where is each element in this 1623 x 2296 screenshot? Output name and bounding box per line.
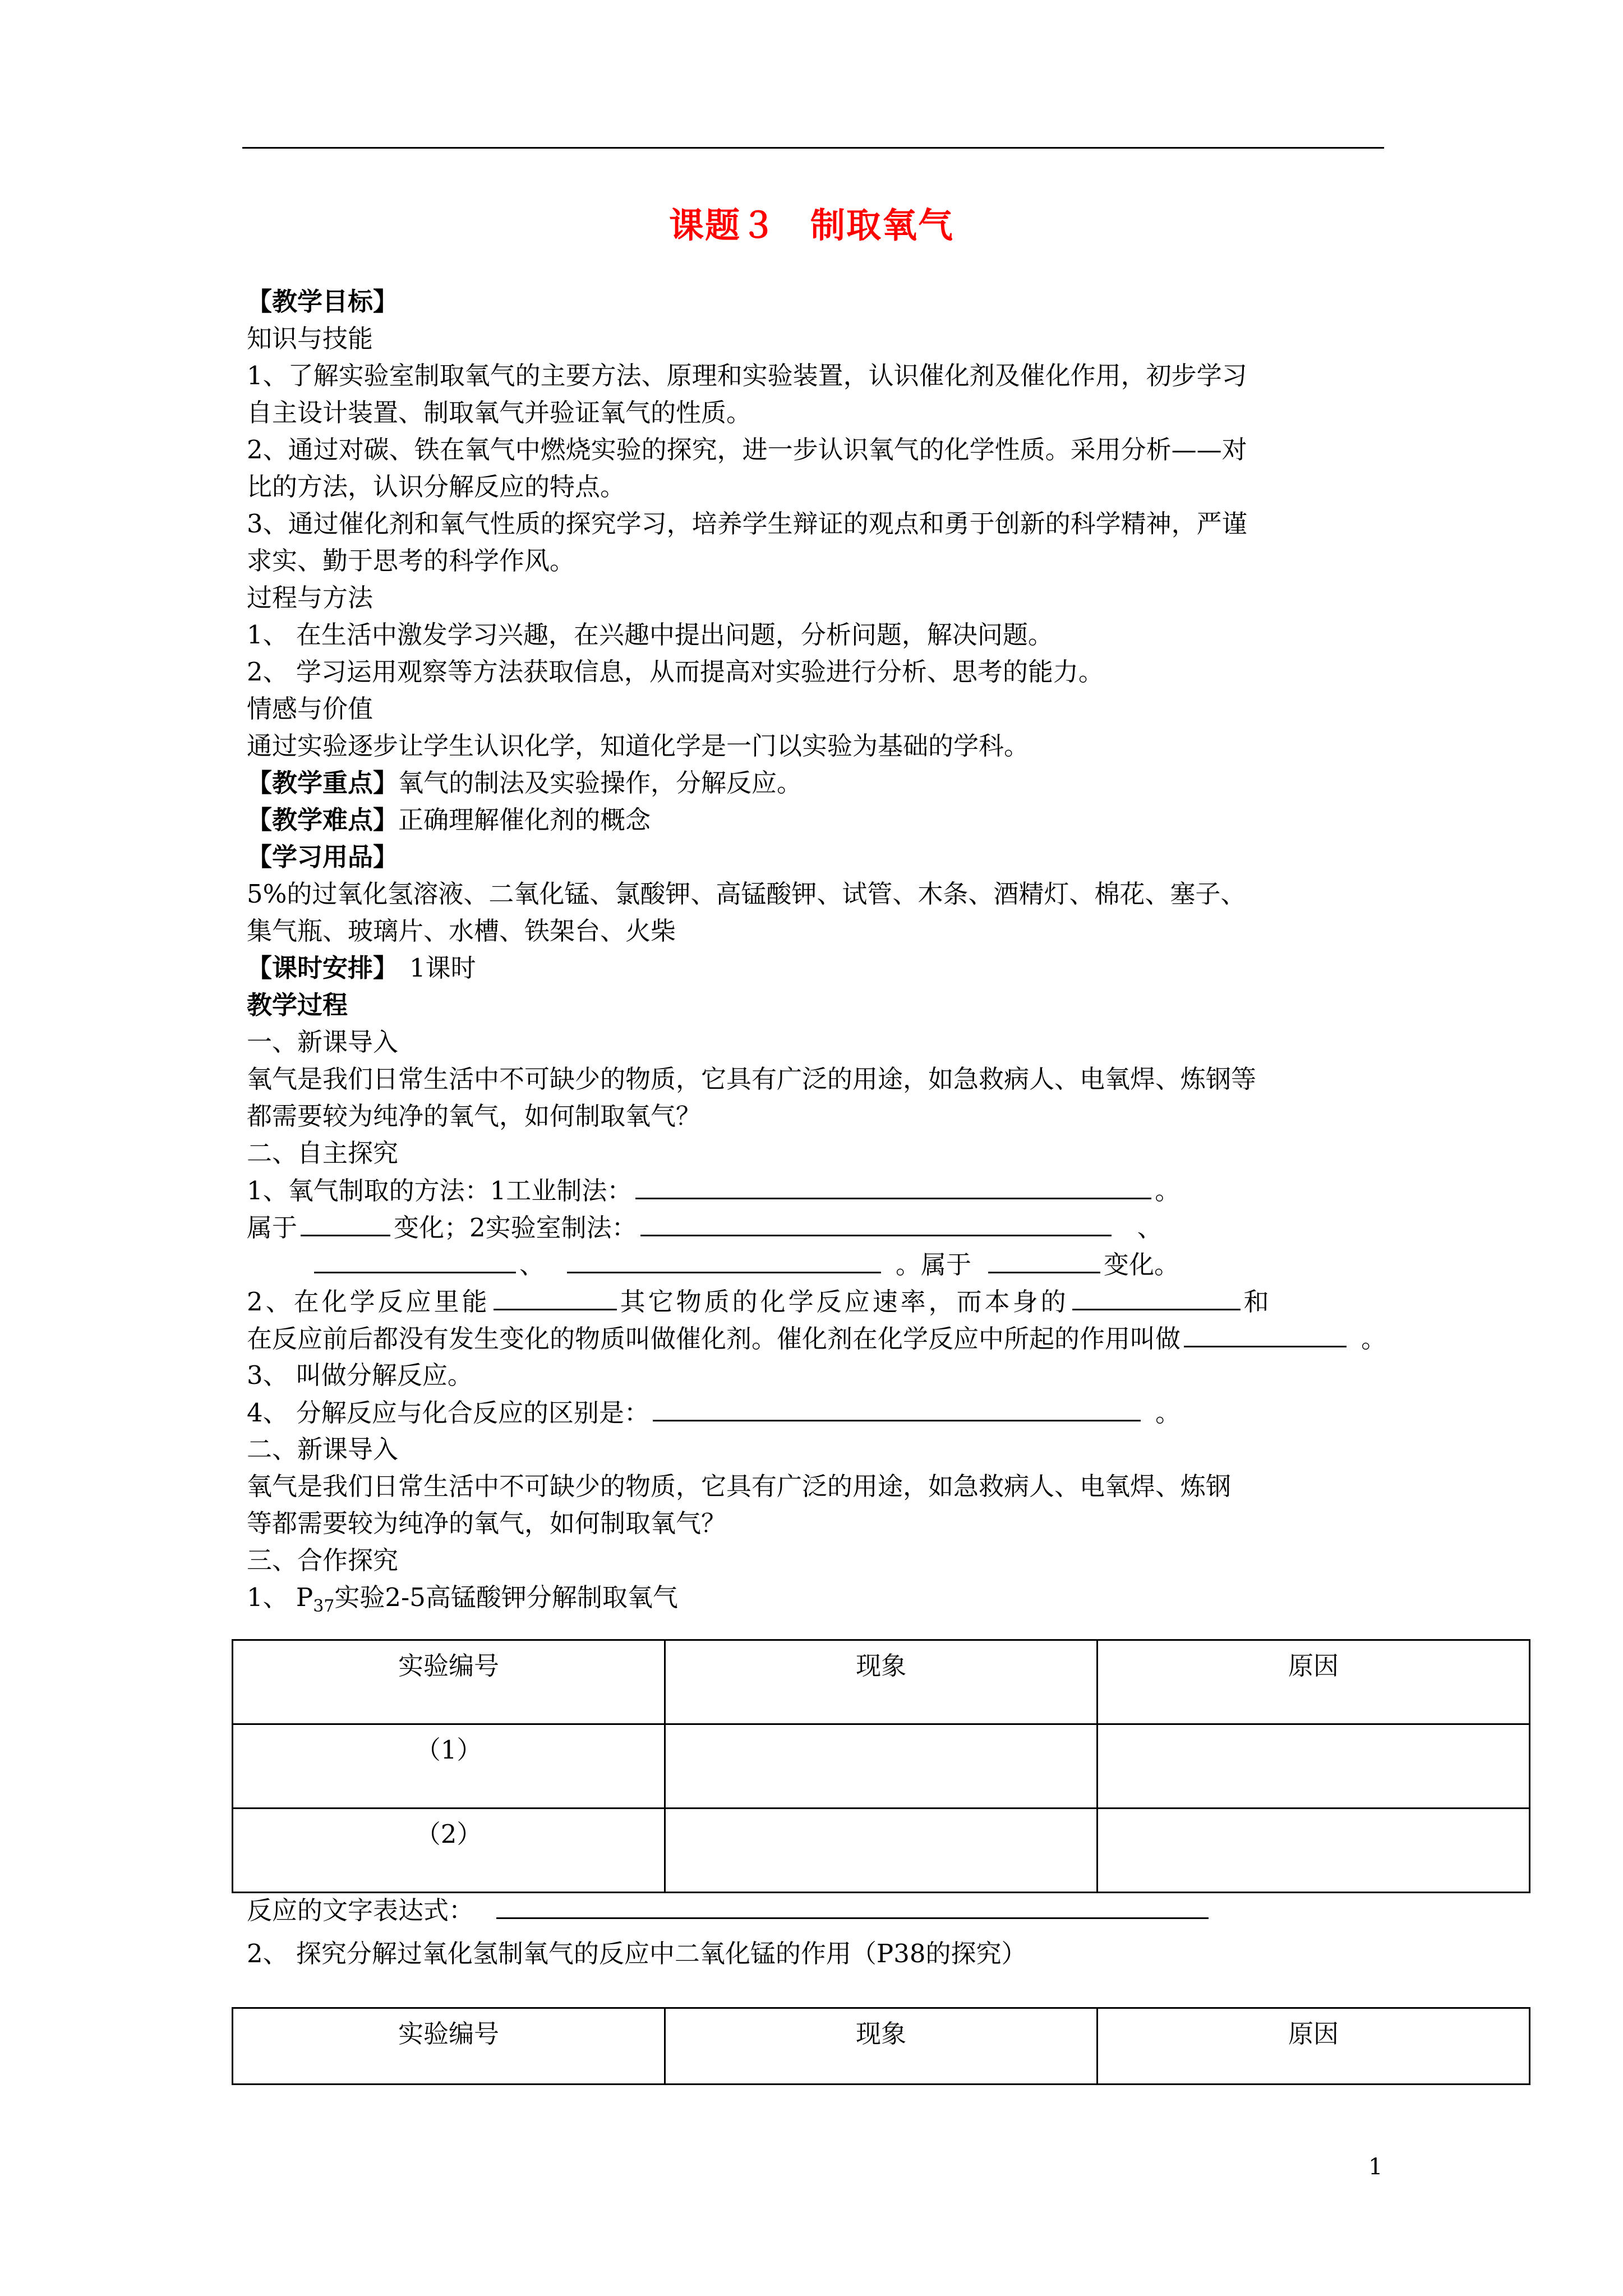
question-1-text: 变化；2实验室制法： (394, 1213, 637, 1243)
section-2b-heading: 二、新课导入 (247, 1434, 399, 1464)
question-1-text: 1、氧气制取的方法：1工业制法： (247, 1176, 633, 1205)
equation-label: 反应的文字表达式： (247, 1895, 474, 1925)
section-1-line-1: 氧气是我们日常生活中不可缺少的物质，它具有广泛的用途，如急救病人、电氧焊、炼钢等 (247, 1064, 1257, 1094)
question-3: 3、 叫做分解反应。 (247, 1360, 473, 1390)
comma: 、 (1137, 1213, 1163, 1243)
schedule-text: 1课时 (409, 953, 476, 983)
process-method-heading: 过程与方法 (247, 583, 374, 613)
answer-blank[interactable] (635, 1172, 1151, 1199)
materials-line-2: 集气瓶、玻璃片、水槽、铁架台、火柴 (247, 916, 676, 946)
schedule-label: 【课时安排】 (247, 953, 399, 983)
difficulty-label: 【教学难点】 (247, 805, 399, 835)
emotion-value-text: 通过实验逐步让学生认识化学，知道化学是一门以实验为基础的学科。 (247, 731, 1030, 761)
objective-2-line-2: 比的方法，认识分解反应的特点。 (247, 472, 626, 501)
equation-line (247, 1892, 1212, 1929)
process-item-1: 1、 在生活中激发学习兴趣，在兴趣中提出问题，分析问题，解决问题。 (247, 620, 1053, 650)
table-cell[interactable] (665, 1809, 1098, 1893)
question-2-text: 在反应前后都没有发生变化的物质叫做催化剂。催化剂在化学反应中所起的作用叫做 (247, 1324, 1181, 1354)
table-header-row (233, 1640, 1530, 1724)
section-1-line-2: 都需要较为纯净的氧气，如何制取氧气？ (247, 1101, 702, 1131)
table-header-cell: 原因 (1098, 1640, 1530, 1724)
question-2-line-2 (247, 1320, 1391, 1357)
question-2-text: 2、在化学反应里能 (247, 1287, 490, 1317)
process-heading: 教学过程 (247, 990, 348, 1020)
question-4 (247, 1394, 1391, 1431)
objective-1-line-2: 自主设计装置、制取氧气并验证氧气的性质。 (247, 398, 752, 427)
question-1-text: 属于 (247, 1213, 298, 1243)
experiment-1-table (232, 1639, 1530, 1893)
key-point-label: 【教学重点】 (247, 768, 399, 798)
question-2-line-1 (247, 1283, 1391, 1320)
answer-blank[interactable] (494, 1283, 617, 1310)
question-4-text: 4、 分解反应与化合反应的区别是： (247, 1398, 649, 1428)
section-2b-line-2: 等都需要较为纯净的氧气，如何制取氧气？ (247, 1508, 727, 1538)
document-body (247, 283, 1391, 1616)
question-2-text: 和 (1243, 1287, 1272, 1317)
table-row (233, 1809, 1530, 1893)
knowledge-skills-heading: 知识与技能 (247, 324, 374, 353)
table-header-row (233, 2008, 1530, 2085)
table-header-cell: 实验编号 (233, 2008, 665, 2085)
table-header-cell: 现象 (665, 1640, 1098, 1724)
objective-3-line-2: 求实、勤于思考的科学作风。 (247, 546, 575, 576)
section-3-heading: 三、合作探究 (247, 1545, 399, 1575)
question-1-line-3 (247, 1246, 1391, 1283)
table-cell: （2） (233, 1809, 665, 1893)
answer-blank[interactable] (567, 1246, 881, 1273)
table-header-cell: 原因 (1098, 2008, 1530, 2085)
section-2-heading: 二、自主探究 (247, 1138, 399, 1168)
experiment-2-title: 2、 探究分解过氧化氢制氧气的反应中二氧化锰的作用（P38的探究） (247, 1939, 1027, 1968)
table-cell[interactable] (1098, 1724, 1530, 1809)
comma: 、 (519, 1250, 545, 1280)
table-header-cell: 现象 (665, 2008, 1098, 2085)
experiment-2-table (232, 2007, 1530, 2085)
section-2b-line-1: 氧气是我们日常生活中不可缺少的物质，它具有广泛的用途，如急救病人、电氧焊、炼钢 (247, 1471, 1232, 1501)
page-number: 1 (1368, 2154, 1383, 2180)
schedule (247, 950, 1391, 987)
table-cell[interactable] (665, 1724, 1098, 1809)
experiment-1-prefix: 1、 P (247, 1582, 313, 1612)
key-point-text: 氧气的制法及实验操作，分解反应。 (398, 768, 803, 798)
section-1-heading: 一、新课导入 (247, 1027, 399, 1057)
table-row (233, 1724, 1530, 1809)
question-2-text: 其它物质的化学反应速率，而本身的 (620, 1287, 1069, 1317)
page-subscript: 37 (313, 1596, 335, 1616)
question-1-text: 。属于 (896, 1250, 972, 1280)
table-cell[interactable] (1098, 1809, 1530, 1893)
answer-blank[interactable] (1184, 1320, 1347, 1347)
equation-blank[interactable] (496, 1892, 1209, 1919)
answer-blank[interactable] (1072, 1283, 1241, 1310)
question-1-text: 变化。 (1104, 1250, 1180, 1280)
period: 。 (1155, 1398, 1181, 1428)
period: 。 (1155, 1176, 1181, 1205)
objective-3-line-1: 3、通过催化剂和氧气性质的探究学习，培养学生辩证的观点和勇于创新的科学精神，严谨 (247, 509, 1247, 539)
title-part-2: 制取氧气 (810, 205, 955, 246)
header-rule (242, 147, 1384, 149)
difficulty (247, 802, 1391, 839)
answer-blank[interactable] (988, 1246, 1100, 1273)
difficulty-text: 正确理解催化剂的概念 (398, 805, 651, 835)
key-point (247, 765, 1391, 802)
answer-blank[interactable] (640, 1209, 1112, 1236)
objectives-heading: 【教学目标】 (247, 287, 399, 316)
objective-1-line-1: 1、了解实验室制取氧气的主要方法、原理和实验装置，认识催化剂及催化作用，初步学习 (247, 361, 1247, 390)
period: 。 (1361, 1324, 1387, 1354)
answer-blank[interactable] (314, 1246, 516, 1273)
materials-line-1: 5%的过氧化氢溶液、二氧化锰、氯酸钾、高锰酸钾、试管、木条、酒精灯、棉花、塞子、 (247, 879, 1246, 909)
question-1-line-1 (247, 1172, 1391, 1209)
experiment-1-title (247, 1579, 1391, 1616)
page-title (0, 197, 1623, 247)
table-header-cell: 实验编号 (233, 1640, 665, 1724)
answer-blank[interactable] (301, 1209, 390, 1236)
title-part-1: 课题３ (668, 205, 777, 246)
answer-blank[interactable] (653, 1394, 1141, 1421)
experiment-1-suffix: 实验2-5高锰酸钾分解制取氧气 (334, 1582, 678, 1612)
emotion-value-heading: 情感与价值 (247, 694, 374, 724)
objective-2-line-1: 2、通过对碳、铁在氧气中燃烧实验的探究，进一步认识氧气的化学性质。采用分析——对 (247, 435, 1247, 464)
question-1-line-2 (247, 1209, 1391, 1246)
materials-label: 【学习用品】 (247, 842, 399, 872)
table-cell: （1） (233, 1724, 665, 1809)
process-item-2: 2、 学习运用观察等方法获取信息，从而提高对实验进行分析、思考的能力。 (247, 657, 1104, 687)
